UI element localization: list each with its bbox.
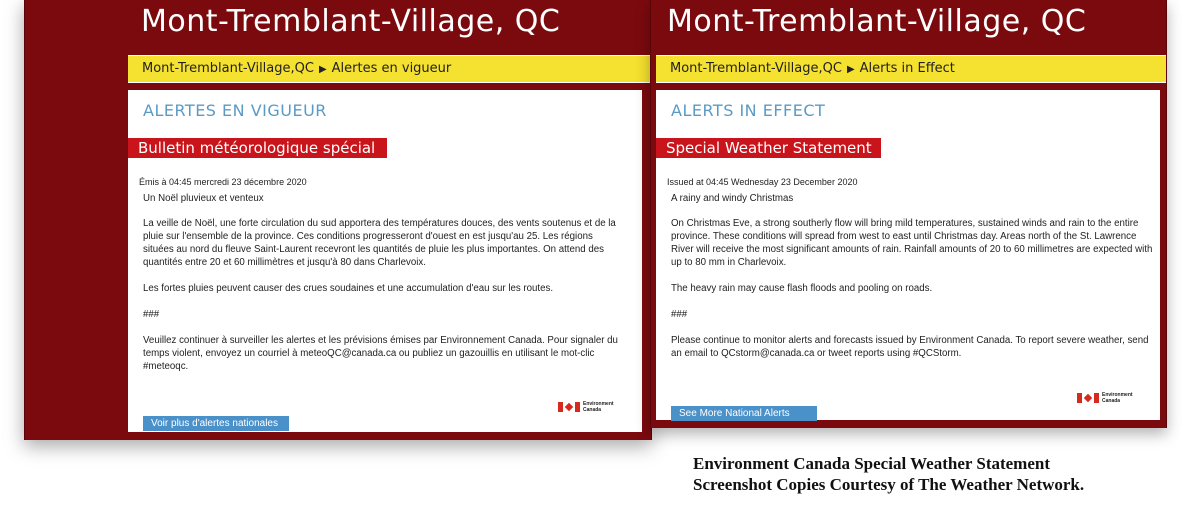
alert-content: [656, 90, 1160, 420]
canada-flag-icon: [558, 402, 580, 412]
environment-canada-logo: [1077, 392, 1133, 404]
breadcrumb-location-link[interactable]: Mont-Tremblant-Village,QC: [670, 61, 842, 76]
logo-text: Canada: [583, 407, 602, 413]
logo-text: Environment: [583, 401, 614, 407]
alerts-heading: ALERTES EN VIGUEUR: [143, 101, 327, 120]
more-national-alerts-button[interactable]: See More National Alerts: [671, 406, 817, 421]
breadcrumb: [128, 55, 651, 83]
alert-type-banner: Bulletin météorologique spécial: [128, 138, 387, 158]
breadcrumb: [656, 55, 1166, 83]
alert-paragraph: Please continue to monitor alerts and forecasts issued by Environment Canada. To report severe weather, send an email to QCstorm@canada.ca or tweet reports using #QCStorm.: [671, 335, 1149, 359]
breadcrumb-arrow-icon: ▶: [318, 64, 327, 75]
breadcrumb-location-link[interactable]: Mont-Tremblant-Village,QC: [142, 61, 314, 76]
issued-timestamp: Émis à 04:45 mercredi 23 décembre 2020: [139, 177, 307, 187]
alert-type-banner: Special Weather Statement: [656, 138, 881, 158]
city-title: Mont-Tremblant-Village, QC: [667, 4, 1087, 39]
alert-body: [143, 192, 625, 386]
alert-paragraph: Les fortes pluies peuvent causer des crues soudaines et une accumulation d'eau sur les routes.: [143, 283, 554, 294]
alerts-heading: ALERTS IN EFFECT: [671, 101, 826, 120]
alert-headline: A rainy and windy Christmas: [671, 193, 794, 204]
image-caption: [693, 453, 1084, 495]
caption-line: Environment Canada Special Weather Statement: [693, 454, 1051, 473]
logo-text: Canada: [1102, 398, 1121, 404]
issued-timestamp: Issued at 04:45 Wednesday 23 December 2020: [667, 177, 858, 187]
breadcrumb-current: Alertes en vigueur: [331, 61, 452, 76]
more-national-alerts-button[interactable]: Voir plus d'alertes nationales: [143, 416, 289, 431]
alert-separator: ###: [143, 309, 160, 320]
alert-body: [671, 192, 1153, 373]
alert-paragraph: La veille de Noël, une forte circulation du sud apportera des températures douces, des vents soutenus et de la pluie sur l'ensemble de la province. Ces conditions progresseront d'ouest en est jusqu'au 25. Les régions situées au nord du fleuve Saint-Laurent recevront les quantités de pluie les plus importantes. On attend des quantités entre 20 et 60 millimètres et jusqu'à 80 dans Charlevoix.: [143, 218, 616, 268]
caption-line: Screenshot Copies Courtesy of The Weather Network.: [693, 475, 1085, 494]
alert-content: [128, 90, 642, 432]
city-title: Mont-Tremblant-Village, QC: [141, 4, 561, 39]
canada-flag-icon: [1077, 393, 1099, 403]
french-alert-panel: [24, 0, 652, 440]
alert-paragraph: The heavy rain may cause flash floods and pooling on roads.: [671, 283, 933, 294]
alert-paragraph: On Christmas Eve, a strong southerly flow will bring mild temperatures, sustained winds and rain to the entire province. These conditions will spread from west to east until Christmas day. Areas north of the St. Lawrence River will receive the most significant amounts of rain. Rainfall amounts of 20 to 60 millimetres are expected with up to 80 mm in Charlevoix.: [671, 218, 1153, 268]
alert-paragraph: Veuillez continuer à surveiller les alertes et les prévisions émises par Environnement Canada. Pour signaler du temps violent, envoyez un courriel à meteoQC@canada.ca ou publiez un gazouillis en utilisant le mot-clic #meteoqc.: [143, 335, 618, 372]
english-alert-panel: [650, 0, 1167, 428]
logo-text: Environment: [1102, 392, 1133, 398]
breadcrumb-arrow-icon: ▶: [846, 64, 855, 75]
alert-separator: ###: [671, 309, 688, 320]
breadcrumb-current: Alerts in Effect: [859, 61, 955, 76]
alert-headline: Un Noël pluvieux et venteux: [143, 193, 264, 204]
environment-canada-logo: [558, 401, 614, 413]
